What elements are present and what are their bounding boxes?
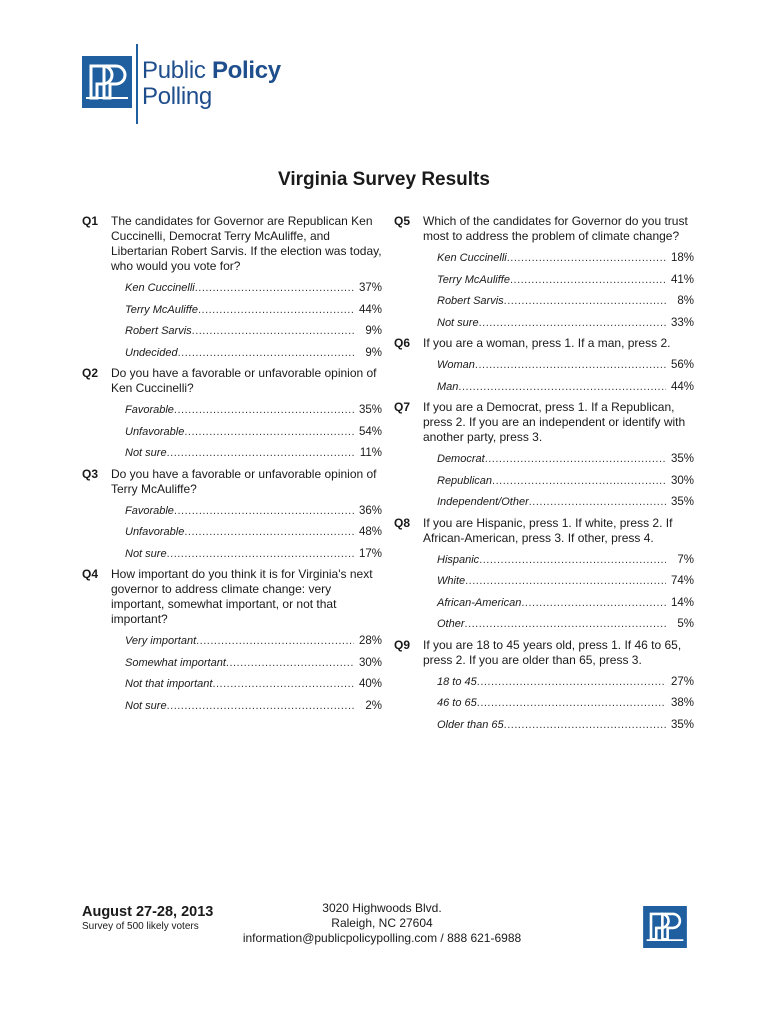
survey-sample: Survey of 500 likely voters <box>82 921 199 932</box>
question-block <box>82 467 382 566</box>
question-number: Q1 <box>82 214 99 228</box>
question-text: If you are a woman, press 1. If a man, press 2. <box>423 336 671 350</box>
question-text: How important do you think it is for Virginia's next governor to address climate change: very important, somewhat important, or not that important? <box>111 567 373 626</box>
dot-leader <box>504 291 666 313</box>
answer-percent: 35% <box>670 453 694 465</box>
dot-leader <box>529 492 666 514</box>
answer-label: Not sure <box>125 699 167 712</box>
brand-word-polling: Polling <box>142 83 212 110</box>
answer-label: Robert Sarvis <box>437 295 504 307</box>
question-text: If you are a Democrat, press 1. If a Republican, press 2. If you are an independent or identify with another party, press 3. <box>423 400 686 444</box>
answer-label: Man <box>437 380 459 393</box>
answer-percent: 37% <box>358 282 382 294</box>
answer-row <box>125 400 382 422</box>
answer-percent: 2% <box>365 699 382 712</box>
answer-percent: 36% <box>358 504 382 517</box>
question <box>82 567 382 627</box>
answer-percent: 17% <box>358 547 382 560</box>
ppp-footer-logo-icon <box>643 906 687 948</box>
answer-percent: 8% <box>677 295 694 307</box>
answer-percent: 27% <box>670 675 694 688</box>
dot-leader <box>167 544 354 566</box>
survey-date: August 27-28, 2013 <box>82 904 214 920</box>
answer-row <box>437 248 694 270</box>
answer-percent: 74% <box>670 575 694 587</box>
dot-leader <box>477 672 666 694</box>
answer-percent: 7% <box>677 553 694 566</box>
dot-leader <box>479 313 666 335</box>
answer-row <box>437 614 694 636</box>
dot-leader <box>178 343 354 365</box>
dot-leader <box>507 248 666 270</box>
address-line-1: 3020 Highwoods Blvd. <box>322 901 442 915</box>
answer-label: Favorable <box>125 404 174 416</box>
answer-label: 46 to 65 <box>437 697 477 709</box>
answer-percent: 11% <box>359 447 382 459</box>
answer-row <box>125 674 382 696</box>
contact-line: information@publicpolicypolling.com / 888 621-6988 <box>242 931 522 945</box>
answer-percent: 28% <box>358 635 382 647</box>
question-text: Do you have a favorable or unfavorable opinion of Terry McAuliffe? <box>111 466 377 496</box>
answer-percent: 48% <box>358 526 382 538</box>
question-text: If you are Hispanic, press 1. If white, press 2. If African-American, press 3. If other, press 4. <box>423 515 673 545</box>
question-block <box>394 336 694 398</box>
dot-leader <box>492 471 666 493</box>
question-number: Q4 <box>82 567 99 581</box>
question <box>82 467 382 497</box>
answer-label: Not sure <box>125 547 167 560</box>
answer-row <box>437 313 694 335</box>
answer-row <box>437 693 694 715</box>
answer-list <box>437 449 694 514</box>
answer-label: Older than 65 <box>437 718 504 731</box>
answer-label: Robert Sarvis <box>125 325 192 337</box>
answer-row <box>437 550 694 572</box>
answer-row <box>125 631 382 653</box>
answer-row <box>437 571 694 593</box>
question <box>82 214 382 274</box>
answer-label: Very important <box>125 635 197 647</box>
answer-percent: 44% <box>358 303 382 316</box>
question-text: If you are 18 to 45 years old, press 1. If 46 to 65, press 2. If you are older than 65, press 3. <box>423 637 682 667</box>
brand-name <box>142 58 281 110</box>
question <box>394 336 694 351</box>
right-column <box>394 214 694 738</box>
answer-label: Not sure <box>437 316 479 329</box>
question-block <box>82 567 382 717</box>
answer-row <box>125 300 382 322</box>
answer-row <box>437 270 694 292</box>
question-text: Which of the candidates for Governor do you trust most to address the problem of climate change? <box>423 214 688 243</box>
answer-row <box>125 422 382 444</box>
question-number: Q5 <box>394 214 411 228</box>
question-text: Do you have a favorable or unfavorable opinion of Ken Cuccinelli? <box>111 366 377 395</box>
dot-leader <box>479 550 666 572</box>
dot-leader <box>167 696 354 718</box>
answer-label: Republican <box>437 474 493 487</box>
answer-label: Not that important <box>125 678 213 690</box>
answer-percent: 35% <box>358 404 382 416</box>
answer-list <box>125 278 382 364</box>
answer-row <box>437 672 694 694</box>
question-number: Q9 <box>394 637 411 652</box>
dot-leader <box>475 355 666 377</box>
answer-row <box>125 443 382 465</box>
answer-label: Terry McAuliffe <box>125 303 198 316</box>
answer-label: Independent/Other <box>437 496 529 508</box>
question-block <box>394 638 694 737</box>
answer-label: Hispanic <box>437 553 480 566</box>
dot-leader <box>477 693 666 715</box>
question-block <box>82 214 382 364</box>
answer-row <box>125 522 382 544</box>
answer-label: Ken Cuccinelli <box>125 282 195 294</box>
answer-label: White <box>437 575 466 587</box>
contact-block <box>232 901 532 946</box>
answer-percent: 35% <box>670 496 694 508</box>
question-block <box>394 516 694 636</box>
question <box>394 516 694 546</box>
page-title: Virginia Survey Results <box>278 169 490 190</box>
answer-percent: 30% <box>670 474 694 487</box>
question-number: Q3 <box>82 466 99 481</box>
answer-row <box>437 291 694 313</box>
answer-row <box>125 278 382 300</box>
answer-percent: 40% <box>358 678 382 690</box>
answer-percent: 18% <box>670 252 694 264</box>
answer-row <box>437 492 694 514</box>
dot-leader <box>212 674 354 696</box>
answer-percent: 33% <box>670 316 694 329</box>
answer-percent: 14% <box>670 596 694 609</box>
dot-leader <box>192 321 354 343</box>
question-number: Q6 <box>394 336 411 350</box>
answer-percent: 30% <box>358 656 382 669</box>
dot-leader <box>458 377 666 399</box>
dot-leader <box>198 300 354 322</box>
answer-label: African-American <box>437 596 522 609</box>
answer-row <box>437 377 694 399</box>
dot-leader <box>485 449 666 471</box>
answer-row <box>125 501 382 523</box>
left-column <box>82 214 382 719</box>
answer-row <box>437 471 694 493</box>
answer-percent: 35% <box>670 718 694 731</box>
answer-label: Ken Cuccinelli <box>437 252 507 264</box>
answer-percent: 54% <box>358 425 382 438</box>
answer-list <box>125 631 382 717</box>
dot-leader <box>184 522 354 544</box>
dot-leader <box>465 571 666 593</box>
question-block <box>394 400 694 514</box>
answer-list <box>437 550 694 636</box>
brand-word-public: Public <box>142 57 206 84</box>
answer-percent: 9% <box>365 346 382 359</box>
answer-label: Somewhat important <box>125 656 226 669</box>
question-number: Q8 <box>394 515 411 530</box>
answer-row <box>437 355 694 377</box>
answer-percent: 9% <box>365 325 382 337</box>
answer-label: Unfavorable <box>125 526 185 538</box>
address-line-2: Raleigh, NC 27604 <box>331 916 433 930</box>
answer-percent: 41% <box>670 273 694 286</box>
question-text: The candidates for Governor are Republican Ken Cuccinelli, Democrat Terry McAuliffe, and Libertarian Robert Sarvis. If the election was today, who would you vote for? <box>111 214 382 273</box>
answer-percent: 44% <box>670 380 694 393</box>
answer-percent: 5% <box>677 618 694 630</box>
answer-label: Undecided <box>125 346 178 359</box>
answer-row <box>125 544 382 566</box>
answer-row <box>125 321 382 343</box>
answer-list <box>437 672 694 737</box>
dot-leader <box>465 614 666 636</box>
answer-percent: 38% <box>670 697 694 709</box>
answer-row <box>437 593 694 615</box>
answer-row <box>437 449 694 471</box>
dot-leader <box>510 270 666 292</box>
dot-leader <box>226 653 354 675</box>
dot-leader <box>521 593 666 615</box>
question-number: Q7 <box>394 400 411 414</box>
dot-leader <box>174 400 354 422</box>
dot-leader <box>504 715 666 737</box>
answer-list <box>437 355 694 398</box>
answer-label: Democrat <box>437 453 485 465</box>
question <box>394 214 694 244</box>
logo-divider <box>136 44 138 124</box>
answer-label: Other <box>437 618 465 630</box>
answer-label: Woman <box>437 359 475 371</box>
question-number: Q2 <box>82 366 99 380</box>
answer-label: Not sure <box>125 447 167 459</box>
question <box>82 366 382 396</box>
answer-label: Unfavorable <box>125 425 185 438</box>
question <box>394 400 694 445</box>
answer-row <box>125 696 382 718</box>
answer-label: 18 to 45 <box>437 675 477 688</box>
answer-list <box>437 248 694 334</box>
answer-row <box>125 343 382 365</box>
answer-row <box>125 653 382 675</box>
answer-label: Favorable <box>125 504 174 517</box>
dot-leader <box>195 278 354 300</box>
brand-word-policy: Policy <box>211 57 281 84</box>
question-block <box>82 366 382 465</box>
dot-leader <box>196 631 354 653</box>
answer-list <box>125 400 382 465</box>
question-block <box>394 214 694 334</box>
dot-leader <box>184 422 354 444</box>
answer-row <box>437 715 694 737</box>
question <box>394 638 694 668</box>
ppp-logo-icon <box>82 56 132 108</box>
dot-leader <box>167 443 354 465</box>
dot-leader <box>174 501 354 523</box>
answer-list <box>125 501 382 566</box>
answer-label: Terry McAuliffe <box>437 273 510 286</box>
answer-percent: 56% <box>670 359 694 371</box>
